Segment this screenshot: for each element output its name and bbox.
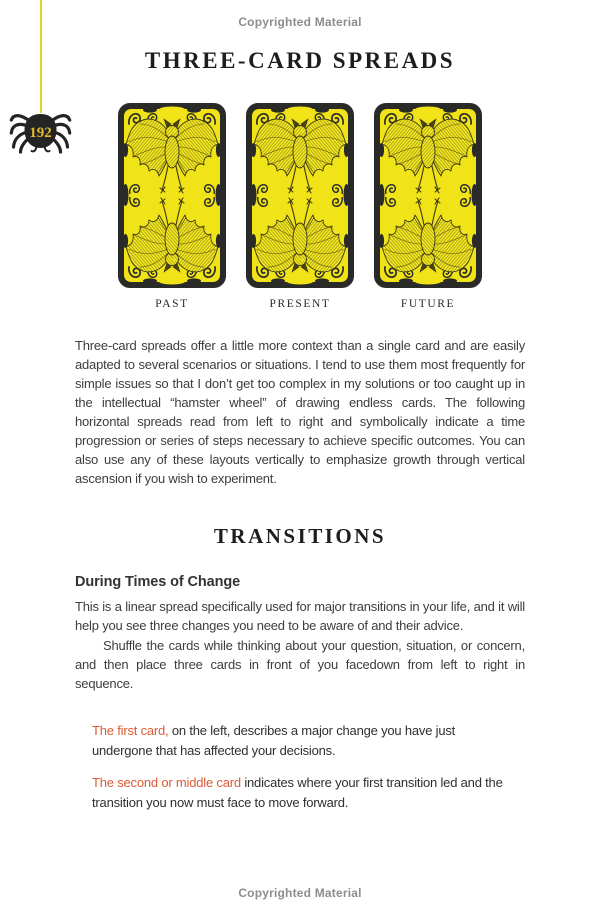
tarot-card-back-icon xyxy=(373,102,483,289)
bat-card-art xyxy=(118,103,226,288)
card-slot-past xyxy=(117,102,227,310)
page-number: 192 xyxy=(29,125,52,141)
intro-paragraph: Three-card spreads offer a little more context than a single card and are easily adapted to several scenarios or situations. I tend to use them most frequently for simple issues so that I don’t get too complex in my solutions or too caught up in the intellectual “hamster wheel” of drawing endless cards. The following horizontal spreads read from left to right and symbolically indicate a time progression or series of steps necessary to achieve specific outcomes. You can also use any of these layouts vertically to emphasize growth through vertical ascension if you wish to experiment. xyxy=(75,338,525,486)
tarot-card-back-icon xyxy=(245,102,355,289)
transitions-paragraph-1: This is a linear spread specifically used for major transitions in your life, and it will help you see three changes you need to be aware of and their advice. xyxy=(75,599,525,633)
spider-thread xyxy=(40,0,42,113)
bat-card-art xyxy=(374,103,482,288)
copyright-notice-top: Copyrighted Material xyxy=(238,15,362,29)
meaning-lead-second: The second or middle card xyxy=(92,775,241,790)
card-slot-present xyxy=(245,102,355,310)
meaning-lead-first: The first card, xyxy=(92,723,169,738)
transitions-paragraph-2: Shuffle the cards while thinking about your question, situation, or concern, and then place three cards in front of you facedown from left to right in sequence. xyxy=(75,638,525,691)
card-label-present: PRESENT xyxy=(269,298,331,310)
tarot-card-back-icon xyxy=(117,102,227,289)
card-slot-future xyxy=(373,102,483,310)
meaning-first-card xyxy=(92,721,515,761)
three-card-spread xyxy=(0,102,600,310)
card-label-future: FUTURE xyxy=(400,298,456,310)
meaning-second-card xyxy=(92,773,515,813)
bat-card-art xyxy=(246,103,354,288)
card-meanings-list xyxy=(92,721,515,813)
meaning-rest-second: indicates where your first transition led and the transition you now must face to move forward. xyxy=(92,775,503,810)
page-body xyxy=(0,336,600,813)
meaning-rest-first: on the left, describes a major change you have just undergone that has affected your decisions. xyxy=(92,723,456,758)
section-title-transitions: TRANSITIONS xyxy=(213,524,387,548)
subheading-during-times-of-change: During Times of Change xyxy=(75,574,241,590)
card-label-past: PAST xyxy=(155,298,189,310)
copyright-notice-bottom: Copyrighted Material xyxy=(238,886,362,900)
page-title: THREE-CARD SPREADS xyxy=(144,48,456,73)
spider-icon xyxy=(9,104,72,156)
